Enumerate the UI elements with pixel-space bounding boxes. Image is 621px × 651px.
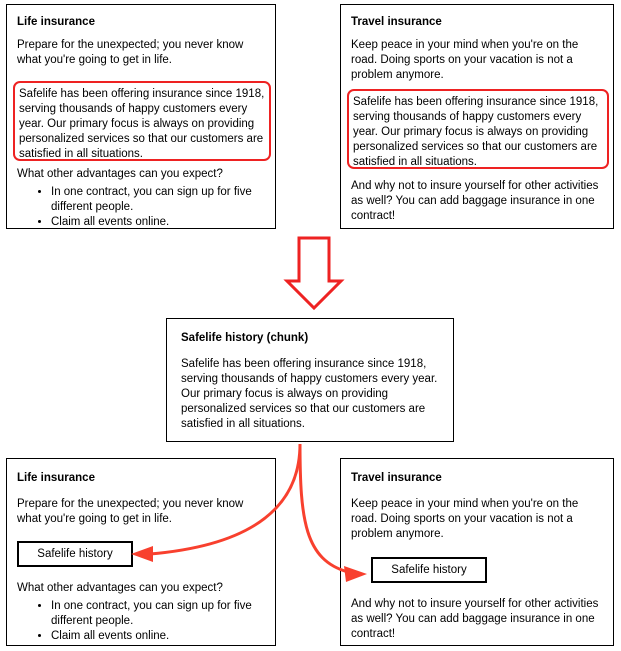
chunk-body-text: Safelife has been offering insurance since 1918, serving thousands of happy customers every year. Our primary focus is always on providing personalized services so that our customers are satisfied in all situations. [181,358,438,430]
down-arrow-icon [287,238,341,308]
list-item: • In one contract, you can sign up for five different people. [51,599,291,629]
list-item: • Claim all events online. [51,629,291,644]
chunk-title: Safelife history (chunk) [181,332,309,344]
chunk-reference-life[interactable]: Safelife history [17,541,133,567]
card-history-text: Safelife has been offering insurance since 1918, serving thousands of happy customers every year. Our primary focus is always on providing personalized services so that our customers are satisfied in all situations. [19,88,265,160]
card-intro-text: Prepare for the unexpected; you never know what you're going to get in life. [17,498,244,525]
card-life-insurance-with-chunk [6,458,276,646]
card-intro-text: Keep peace in your mind when you're on the road. Doing sports on your vacation is not a problem anymore. [351,39,579,81]
chunk-card [166,318,454,442]
card-history-text: Safelife has been offering insurance since 1918, serving thousands of happy customers every year. Our primary focus is always on providing personalized services so that our customers are satisfied in all situations. [353,96,599,168]
card-title: Life insurance [17,16,95,28]
card-extra-text: And why not to insure yourself for other activities as well? You can add baggage insurance in one contract! [351,598,599,640]
card-intro-text: Prepare for the unexpected; you never know what you're going to get in life. [17,39,244,66]
card-title: Life insurance [17,472,95,484]
chunk-reference-travel[interactable]: Safelife history [371,557,487,583]
card-title: Travel insurance [351,472,442,484]
card-travel-insurance-original [340,4,614,229]
card-advantages-prompt: What other advantages can you expect? [17,168,223,180]
card-advantages-list [29,185,291,230]
card-advantages-list [29,599,291,644]
card-extra-text: And why not to insure yourself for other activities as well? You can add baggage insurance in one contract! [351,180,599,222]
card-advantages-prompt: What other advantages can you expect? [17,582,223,594]
list-item: • In one contract, you can sign up for five different people. [51,185,291,215]
card-intro-text: Keep peace in your mind when you're on the road. Doing sports on your vacation is not a problem anymore. [351,498,579,540]
card-life-insurance-original [6,4,276,229]
card-title: Travel insurance [351,16,442,28]
list-item: • Claim all events online. [51,215,291,230]
card-travel-insurance-with-chunk [340,458,614,646]
